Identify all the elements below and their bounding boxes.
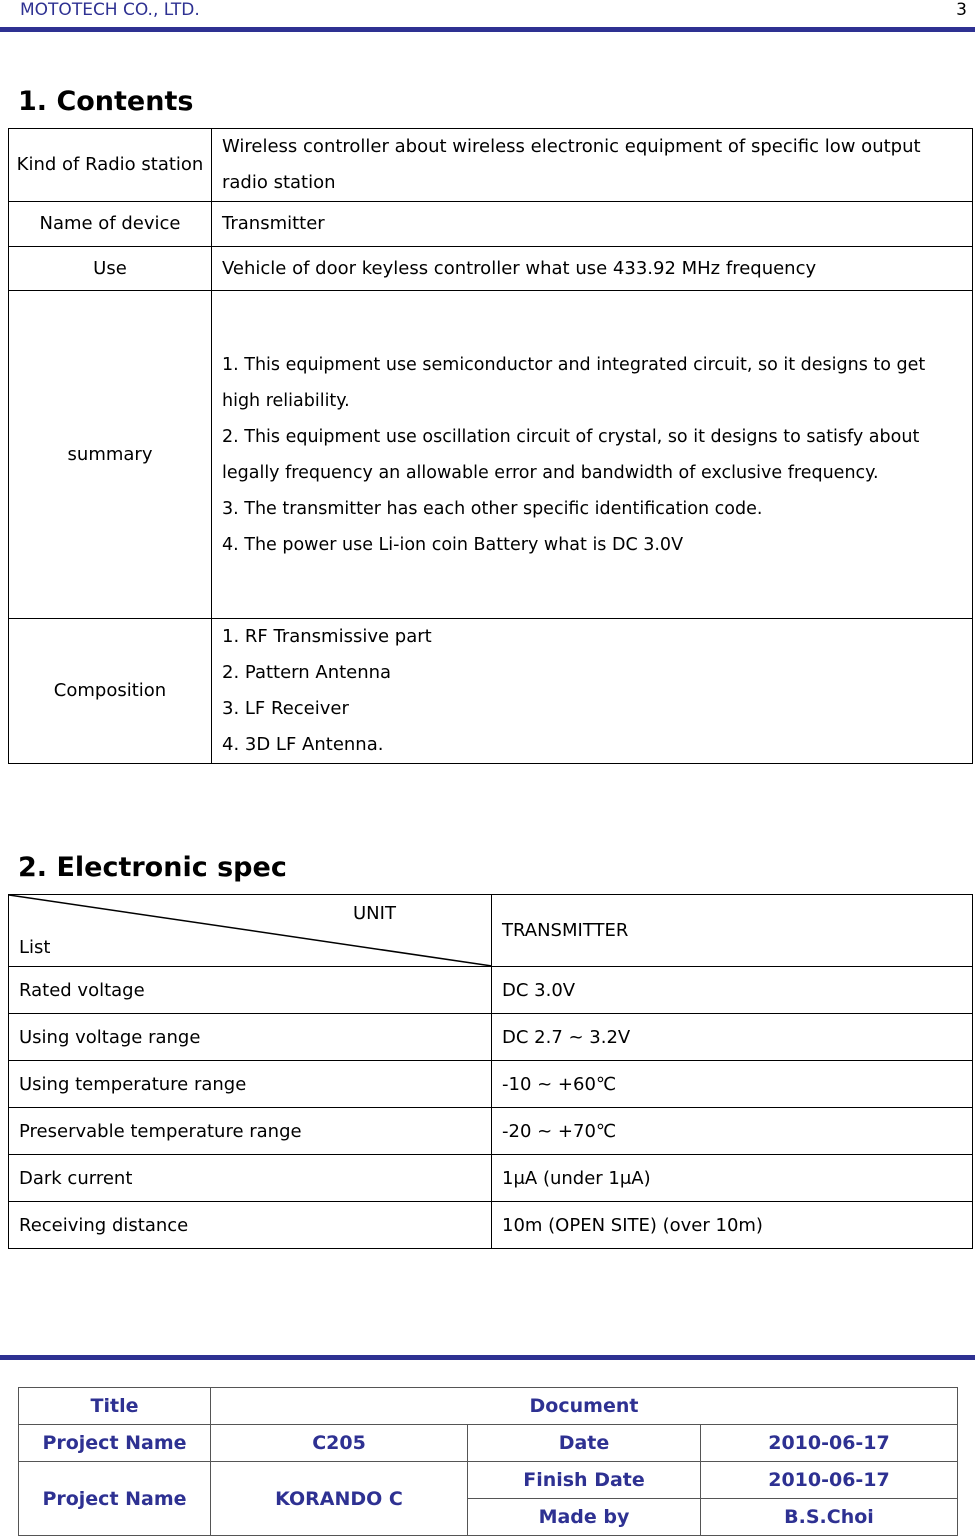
- section-electronic-spec-title: 2. Electronic spec: [18, 852, 287, 883]
- spec-value: DC 3.0V: [492, 967, 973, 1014]
- table-row: [19, 1425, 958, 1462]
- document-footer-table: [18, 1387, 958, 1536]
- footer-rule: [0, 1355, 975, 1360]
- spec-value: 1μA (under 1μA): [492, 1155, 973, 1202]
- summary-line: 1. This equipment use semiconductor and integrated circuit, so it designs to get high reliability.: [222, 354, 926, 411]
- footer-made-by-label: Made by: [468, 1499, 701, 1536]
- table-row: [9, 967, 973, 1014]
- unit-label: UNIT: [353, 903, 396, 924]
- transmitter-header: TRANSMITTER: [492, 895, 973, 967]
- footer-date-label: Date: [468, 1425, 701, 1462]
- summary-value: [212, 291, 973, 619]
- composition-line: 4. 3D LF Antenna.: [222, 734, 384, 755]
- footer-made-by-value: B.S.Choi: [701, 1499, 958, 1536]
- table-row: [9, 291, 973, 619]
- summary-line: 2. This equipment use oscillation circuit of crystal, so it designs to satisfy about legally frequency an allowable error and bandwidth of exclusive frequency.: [222, 426, 920, 483]
- table-row: [9, 247, 973, 291]
- unit-list-header-cell: [9, 895, 492, 967]
- spec-item: Receiving distance: [9, 1202, 492, 1249]
- summary-line: 3. The transmitter has each other specific identification code.: [222, 498, 763, 519]
- spec-item: Dark current: [9, 1155, 492, 1202]
- composition-label: Composition: [9, 619, 212, 764]
- table-row: [9, 1202, 973, 1249]
- spec-value: 10m (OPEN SITE) (over 10m): [492, 1202, 973, 1249]
- table-row: [9, 1155, 973, 1202]
- spec-item: Preservable temperature range: [9, 1108, 492, 1155]
- footer-finish-date-value: 2010-06-17: [701, 1462, 958, 1499]
- composition-value: [212, 619, 973, 764]
- footer-project-name-label: Project Name: [19, 1425, 211, 1462]
- row-label: Kind of Radio station: [9, 129, 212, 202]
- header-rule: [0, 27, 975, 32]
- table-row: [9, 1108, 973, 1155]
- footer-title-value: Document: [211, 1388, 958, 1425]
- list-label: List: [19, 937, 51, 958]
- spec-value: DC 2.7 ~ 3.2V: [492, 1014, 973, 1061]
- footer-title-label: Title: [19, 1388, 211, 1425]
- summary-label: summary: [9, 291, 212, 619]
- footer-project-name-label-2: Project Name: [19, 1462, 211, 1536]
- spec-item: Rated voltage: [9, 967, 492, 1014]
- company-name: MOTOTECH CO., LTD.: [20, 0, 200, 20]
- table-row: [9, 1061, 973, 1108]
- section-contents-title: 1. Contents: [18, 86, 194, 117]
- electronic-spec-table: [8, 894, 973, 1249]
- table-row: [9, 1014, 973, 1061]
- spec-value: -20 ~ +70℃: [492, 1108, 973, 1155]
- footer-project-code: C205: [211, 1425, 468, 1462]
- page-number: 3: [956, 0, 967, 20]
- table-row: [9, 619, 973, 764]
- row-label: Use: [9, 247, 212, 291]
- composition-line: 2. Pattern Antenna: [222, 662, 392, 683]
- spec-value: -10 ~ +60℃: [492, 1061, 973, 1108]
- composition-line: 3. LF Receiver: [222, 698, 349, 719]
- contents-table: [8, 128, 973, 764]
- table-row: [9, 202, 973, 247]
- diagonal-divider: [9, 895, 492, 966]
- footer-date-value: 2010-06-17: [701, 1425, 958, 1462]
- table-header-row: [9, 895, 973, 967]
- row-value: Vehicle of door keyless controller what use 433.92 MHz frequency: [212, 247, 973, 291]
- footer-finish-date-label: Finish Date: [468, 1462, 701, 1499]
- spec-item: Using temperature range: [9, 1061, 492, 1108]
- table-row: [19, 1462, 958, 1499]
- footer-project-name: KORANDO C: [211, 1462, 468, 1536]
- spec-item: Using voltage range: [9, 1014, 492, 1061]
- summary-line: 4. The power use Li-ion coin Battery what is DC 3.0V: [222, 534, 684, 555]
- composition-line: 1. RF Transmissive part: [222, 626, 432, 647]
- row-value: Wireless controller about wireless electronic equipment of specific low output radio station: [212, 129, 973, 202]
- row-value: Transmitter: [212, 202, 973, 247]
- row-label: Name of device: [9, 202, 212, 247]
- table-row: [19, 1388, 958, 1425]
- table-row: [9, 129, 973, 202]
